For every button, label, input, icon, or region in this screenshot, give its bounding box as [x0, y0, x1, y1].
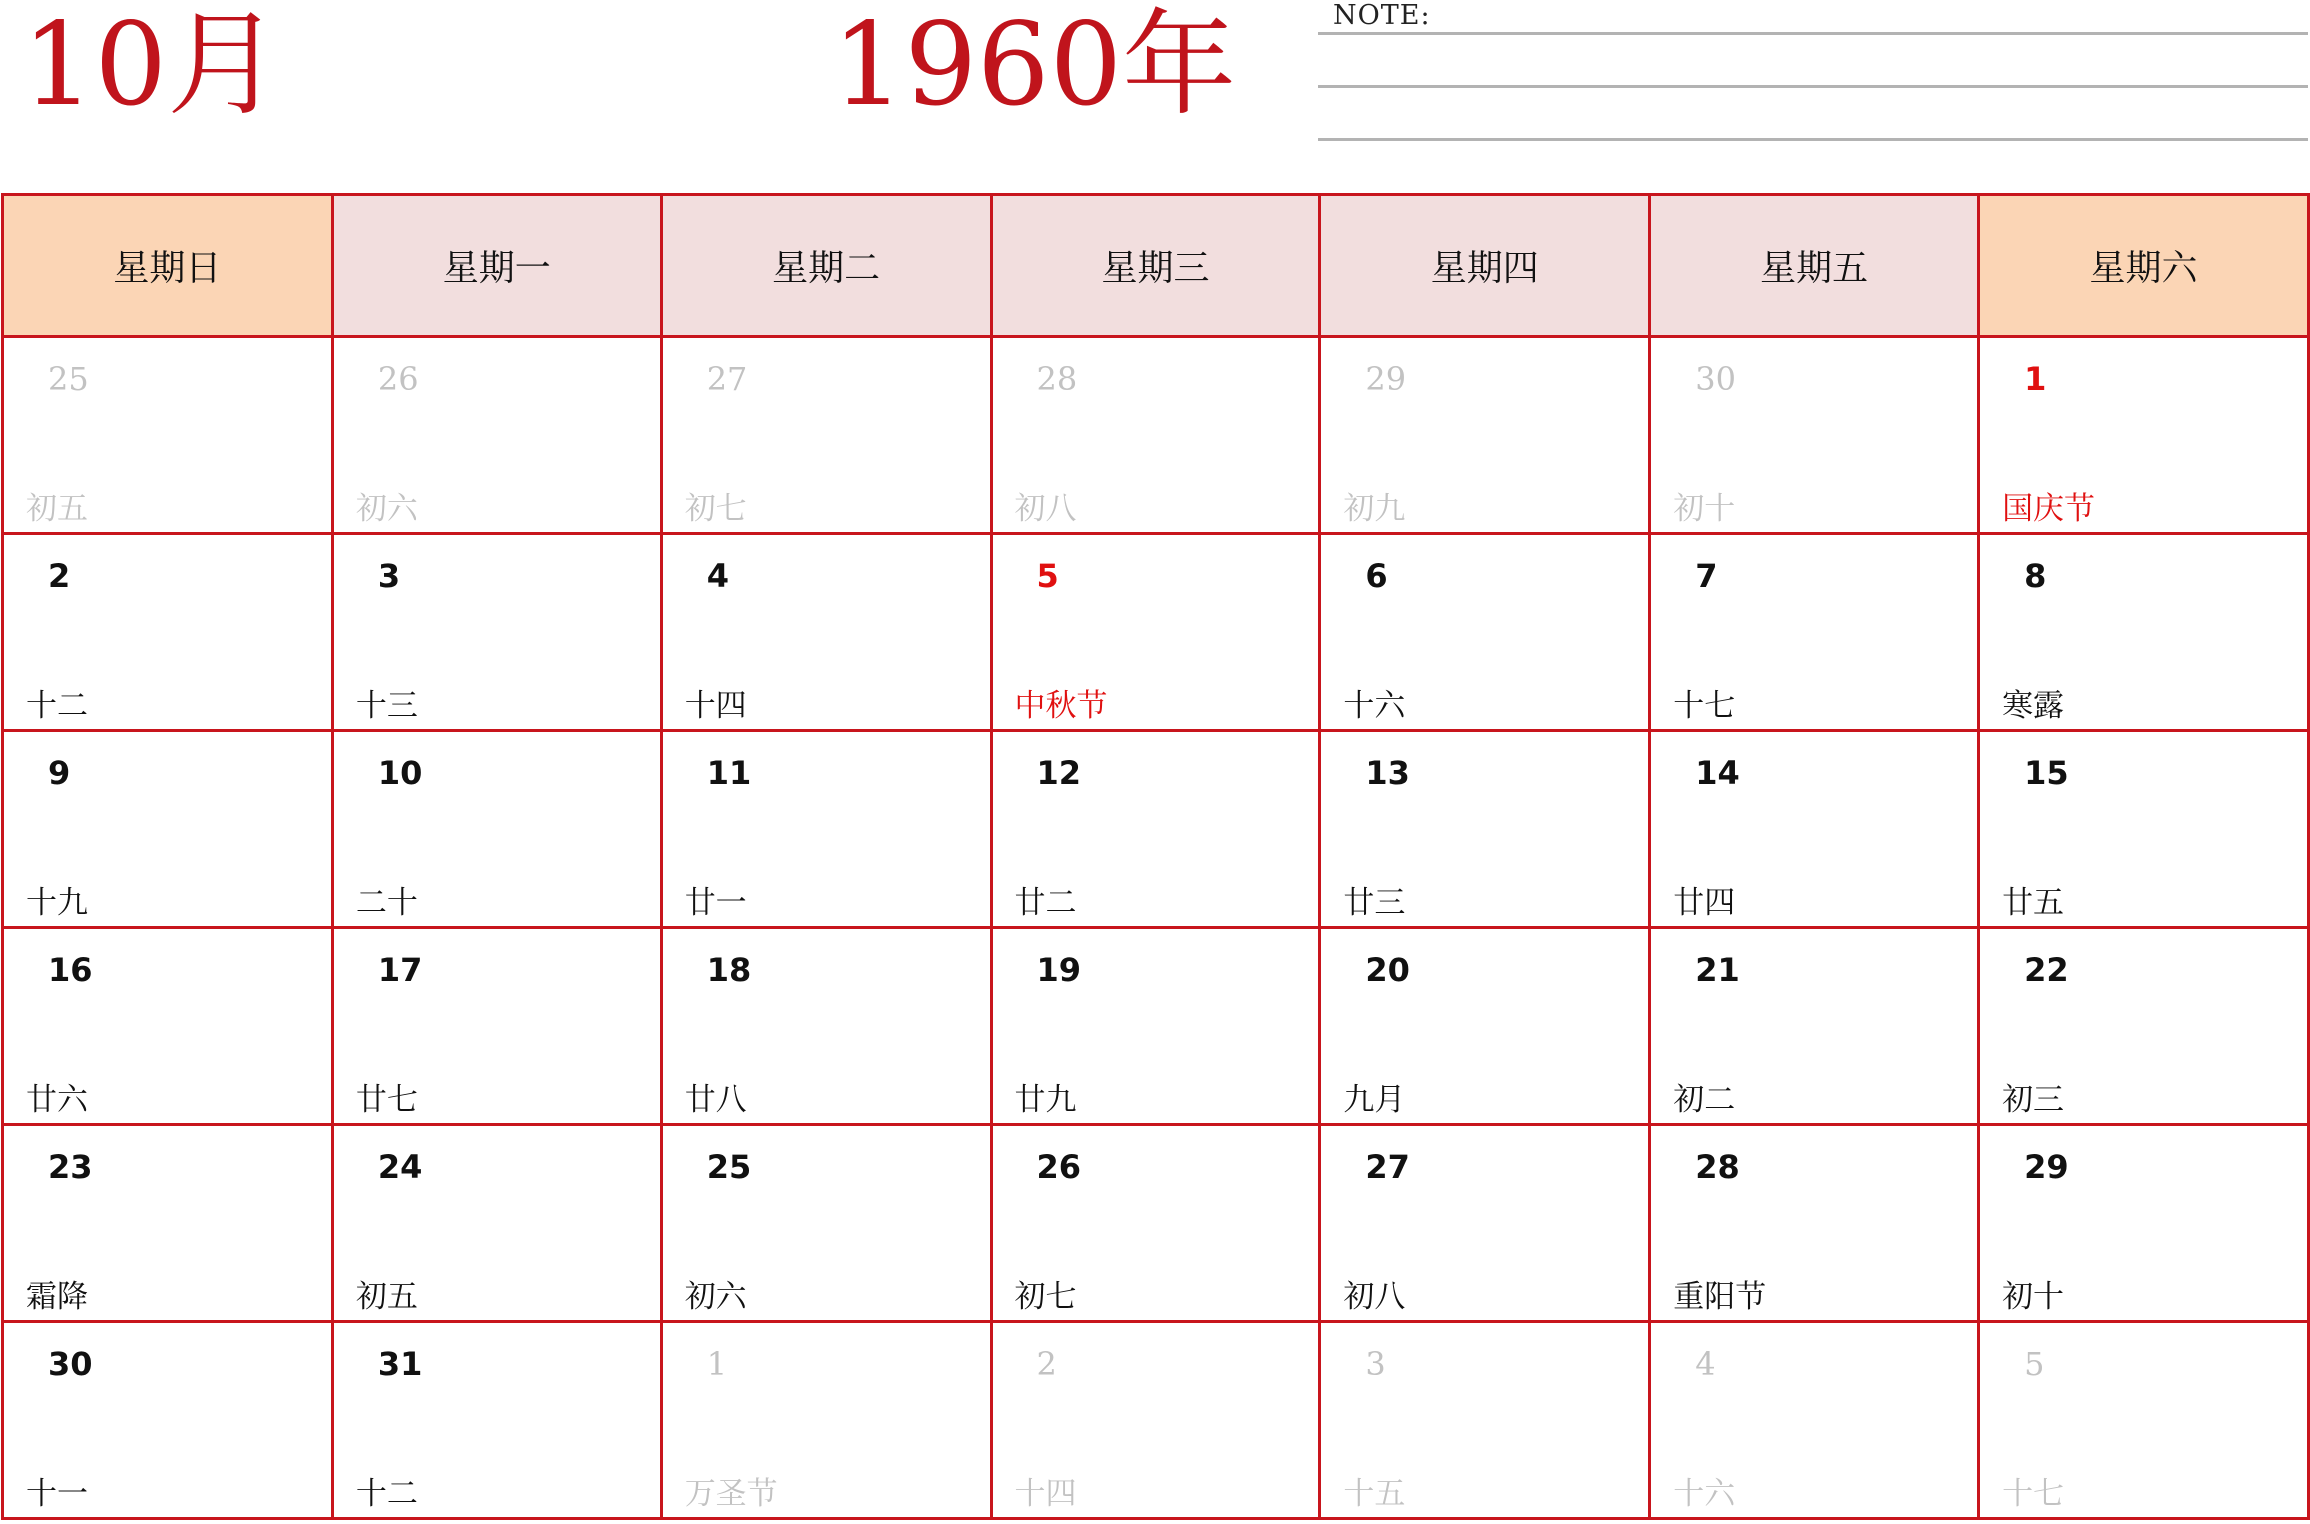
day-cell-content	[663, 338, 990, 532]
lunar-date: 十四	[684, 688, 747, 724]
day-cell[interactable]	[3, 1125, 333, 1322]
day-number: 26	[1036, 1148, 1082, 1186]
lunar-date: 二十	[355, 885, 418, 921]
lunar-date: 十九	[26, 885, 88, 921]
lunar-date: 初七	[684, 491, 747, 527]
lunar-date: 初十	[1673, 491, 1736, 527]
lunar-date: 廿三	[1343, 885, 1406, 921]
lunar-date: 初十	[2002, 1279, 2065, 1315]
week-row	[3, 1322, 2309, 1519]
day-number: 24	[377, 1148, 423, 1186]
lunar-date: 廿六	[26, 1082, 88, 1118]
day-cell[interactable]	[1650, 534, 1979, 731]
lunar-date: 重阳节	[1673, 1279, 1767, 1315]
day-cell-content	[334, 1126, 660, 1320]
lunar-date: 十二	[355, 1476, 418, 1512]
day-cell-content	[663, 1126, 990, 1320]
day-number: 13	[1365, 754, 1410, 792]
day-cell-content	[334, 1323, 660, 1517]
day-cell[interactable]	[1979, 534, 2309, 731]
day-number: 1	[2024, 360, 2047, 398]
week-row	[3, 731, 2309, 928]
weekday-header: 星期一	[332, 195, 661, 337]
day-number: 25	[48, 360, 89, 398]
day-cell[interactable]	[991, 731, 1320, 928]
day-number: 28	[1695, 1148, 1740, 1186]
lunar-date: 万圣节	[684, 1476, 778, 1512]
lunar-date: 十七	[2002, 1476, 2065, 1512]
lunar-date: 霜降	[26, 1279, 88, 1315]
day-cell-content	[334, 535, 660, 729]
day-cell-content	[1651, 338, 1977, 532]
day-cell[interactable]	[1979, 337, 2309, 534]
day-cell[interactable]	[1979, 1125, 2309, 1322]
day-number: 8	[2024, 557, 2047, 595]
note-label: NOTE:	[1333, 0, 1431, 31]
lunar-date: 十三	[355, 688, 418, 724]
lunar-date: 初九	[1343, 491, 1406, 527]
day-cell-content	[1980, 338, 2307, 532]
lunar-date: 廿四	[1673, 885, 1736, 921]
day-cell-content	[1980, 535, 2307, 729]
day-cell[interactable]	[661, 928, 991, 1125]
calendar-grid	[1, 193, 2310, 1520]
day-number: 5	[2024, 1345, 2045, 1383]
day-number: 23	[48, 1148, 93, 1186]
day-cell[interactable]	[332, 534, 661, 731]
lunar-date: 寒露	[2002, 688, 2065, 724]
lunar-date: 十四	[1014, 1476, 1077, 1512]
day-cell-content	[1321, 1126, 1648, 1320]
lunar-date: 十一	[26, 1476, 88, 1512]
year-title: 1960年	[832, 0, 1237, 131]
lunar-date: 初七	[1014, 1279, 1077, 1315]
day-cell[interactable]	[332, 1125, 661, 1322]
weekday-header: 星期四	[1320, 195, 1650, 337]
lunar-date: 初二	[1673, 1082, 1736, 1118]
week-row	[3, 534, 2309, 731]
day-cell-content	[4, 929, 331, 1123]
day-cell[interactable]	[3, 1322, 333, 1519]
day-number: 3	[377, 557, 401, 595]
day-number: 4	[1695, 1345, 1716, 1383]
day-number: 12	[1036, 754, 1082, 792]
lunar-date: 廿五	[2002, 885, 2065, 921]
day-cell-content	[334, 929, 660, 1123]
day-cell[interactable]	[991, 337, 1320, 534]
lunar-date: 初五	[355, 1279, 418, 1315]
day-cell-content	[663, 1323, 990, 1517]
day-cell[interactable]	[661, 1322, 991, 1519]
day-cell[interactable]	[1320, 928, 1650, 1125]
day-cell[interactable]	[1320, 731, 1650, 928]
week-row	[3, 337, 2309, 534]
day-cell[interactable]	[3, 534, 333, 731]
day-cell-content	[993, 732, 1319, 926]
lunar-date: 初八	[1014, 491, 1077, 527]
day-cell-content	[4, 338, 331, 532]
weekday-header: 星期日	[3, 195, 333, 337]
day-cell[interactable]	[661, 337, 991, 534]
day-cell[interactable]	[991, 928, 1320, 1125]
day-number: 4	[706, 557, 729, 595]
day-cell-content	[1980, 929, 2307, 1123]
day-cell[interactable]	[661, 1125, 991, 1322]
day-cell-content	[1980, 1323, 2307, 1517]
lunar-date: 廿八	[684, 1082, 747, 1118]
day-number: 6	[1365, 557, 1388, 595]
day-number: 28	[1036, 360, 1078, 398]
day-cell[interactable]	[3, 731, 333, 928]
day-cell-content	[663, 732, 990, 926]
day-number: 31	[377, 1345, 423, 1383]
day-number: 11	[706, 754, 752, 792]
lunar-date: 初三	[2002, 1082, 2065, 1118]
day-number: 18	[706, 951, 752, 989]
day-number: 1	[706, 1345, 728, 1383]
day-number: 30	[48, 1345, 93, 1383]
day-cell-content	[1651, 1126, 1977, 1320]
holiday-label: 国庆节	[2002, 491, 2096, 527]
weekday-header-row	[3, 195, 2309, 337]
day-cell-content	[4, 1323, 331, 1517]
day-cell[interactable]	[1650, 1322, 1979, 1519]
day-cell-content	[1980, 732, 2307, 926]
day-cell[interactable]	[991, 1322, 1320, 1519]
lunar-date: 十七	[1673, 688, 1736, 724]
day-cell[interactable]	[332, 928, 661, 1125]
day-cell-content	[1651, 1323, 1977, 1517]
day-cell[interactable]	[1320, 534, 1650, 731]
day-cell-content	[663, 929, 990, 1123]
lunar-date: 十六	[1673, 1476, 1736, 1512]
day-cell[interactable]	[1320, 337, 1650, 534]
day-number: 14	[1695, 754, 1740, 792]
day-cell-content	[1651, 929, 1977, 1123]
day-cell[interactable]	[332, 731, 661, 928]
day-cell[interactable]	[3, 337, 333, 534]
day-number: 2	[1036, 1345, 1057, 1383]
day-number: 19	[1036, 951, 1082, 989]
day-cell-content	[334, 338, 660, 532]
day-number: 27	[1365, 1148, 1410, 1186]
day-number: 10	[377, 754, 423, 792]
lunar-date: 十六	[1343, 688, 1406, 724]
day-cell[interactable]	[1650, 731, 1979, 928]
note-line	[1318, 32, 2308, 35]
lunar-date: 廿七	[355, 1082, 418, 1118]
day-number: 27	[706, 360, 748, 398]
day-number: 21	[1695, 951, 1740, 989]
day-cell[interactable]	[1650, 928, 1979, 1125]
lunar-date: 初六	[355, 491, 418, 527]
day-cell-content	[334, 732, 660, 926]
lunar-date: 初五	[26, 491, 88, 527]
day-cell[interactable]	[661, 534, 991, 731]
day-number: 9	[48, 754, 71, 792]
lunar-date: 廿二	[1014, 885, 1077, 921]
week-row	[3, 928, 2309, 1125]
weekday-header: 星期五	[1650, 195, 1979, 337]
day-number: 22	[2024, 951, 2069, 989]
day-number: 16	[48, 951, 93, 989]
day-cell-content	[1321, 732, 1648, 926]
lunar-date: 九月	[1343, 1082, 1406, 1118]
day-cell[interactable]	[1979, 928, 2309, 1125]
weekday-header: 星期六	[1979, 195, 2309, 337]
day-number: 17	[377, 951, 423, 989]
day-cell-content	[1980, 1126, 2307, 1320]
holiday-label: 中秋节	[1014, 688, 1108, 724]
lunar-date: 十五	[1343, 1476, 1406, 1512]
day-cell[interactable]	[1320, 1322, 1650, 1519]
day-cell-content	[663, 535, 990, 729]
day-number: 15	[2024, 754, 2069, 792]
day-cell-content	[4, 1126, 331, 1320]
lunar-date: 初八	[1343, 1279, 1406, 1315]
day-cell[interactable]	[332, 337, 661, 534]
day-cell-content	[1321, 535, 1648, 729]
day-cell[interactable]	[3, 928, 333, 1125]
day-cell-content	[993, 338, 1319, 532]
day-number: 2	[48, 557, 71, 595]
day-cell-content	[1651, 732, 1977, 926]
day-number: 5	[1036, 557, 1059, 595]
month-title: 10月	[22, 0, 282, 131]
day-cell-content	[993, 1126, 1319, 1320]
weekday-header: 星期二	[661, 195, 991, 337]
weekday-header: 星期三	[991, 195, 1320, 337]
day-cell[interactable]	[1320, 1125, 1650, 1322]
day-cell[interactable]	[991, 1125, 1320, 1322]
day-cell-content	[1321, 338, 1648, 532]
day-cell-content	[1321, 929, 1648, 1123]
day-cell[interactable]	[1650, 1125, 1979, 1322]
day-cell-content	[1651, 535, 1977, 729]
note-line	[1318, 85, 2308, 88]
day-cell-content	[993, 1323, 1319, 1517]
lunar-date: 初六	[684, 1279, 747, 1315]
week-row	[3, 1125, 2309, 1322]
day-cell-content	[4, 732, 331, 926]
day-number: 29	[2024, 1148, 2069, 1186]
day-cell[interactable]	[1650, 337, 1979, 534]
day-cell-content	[993, 535, 1319, 729]
day-number: 26	[377, 360, 419, 398]
day-number: 29	[1365, 360, 1407, 398]
lunar-date: 十二	[26, 688, 88, 724]
day-cell[interactable]	[1979, 1322, 2309, 1519]
day-number: 7	[1695, 557, 1718, 595]
day-number: 30	[1695, 360, 1736, 398]
day-number: 20	[1365, 951, 1410, 989]
lunar-date: 廿九	[1014, 1082, 1077, 1118]
day-number: 25	[706, 1148, 752, 1186]
day-cell-content	[993, 929, 1319, 1123]
day-cell-content	[4, 535, 331, 729]
day-cell-content	[1321, 1323, 1648, 1517]
day-cell[interactable]	[1979, 731, 2309, 928]
note-line	[1318, 138, 2308, 141]
lunar-date: 廿一	[684, 885, 747, 921]
day-cell[interactable]	[661, 731, 991, 928]
day-cell[interactable]	[991, 534, 1320, 731]
day-number: 3	[1365, 1345, 1386, 1383]
day-cell[interactable]	[332, 1322, 661, 1519]
